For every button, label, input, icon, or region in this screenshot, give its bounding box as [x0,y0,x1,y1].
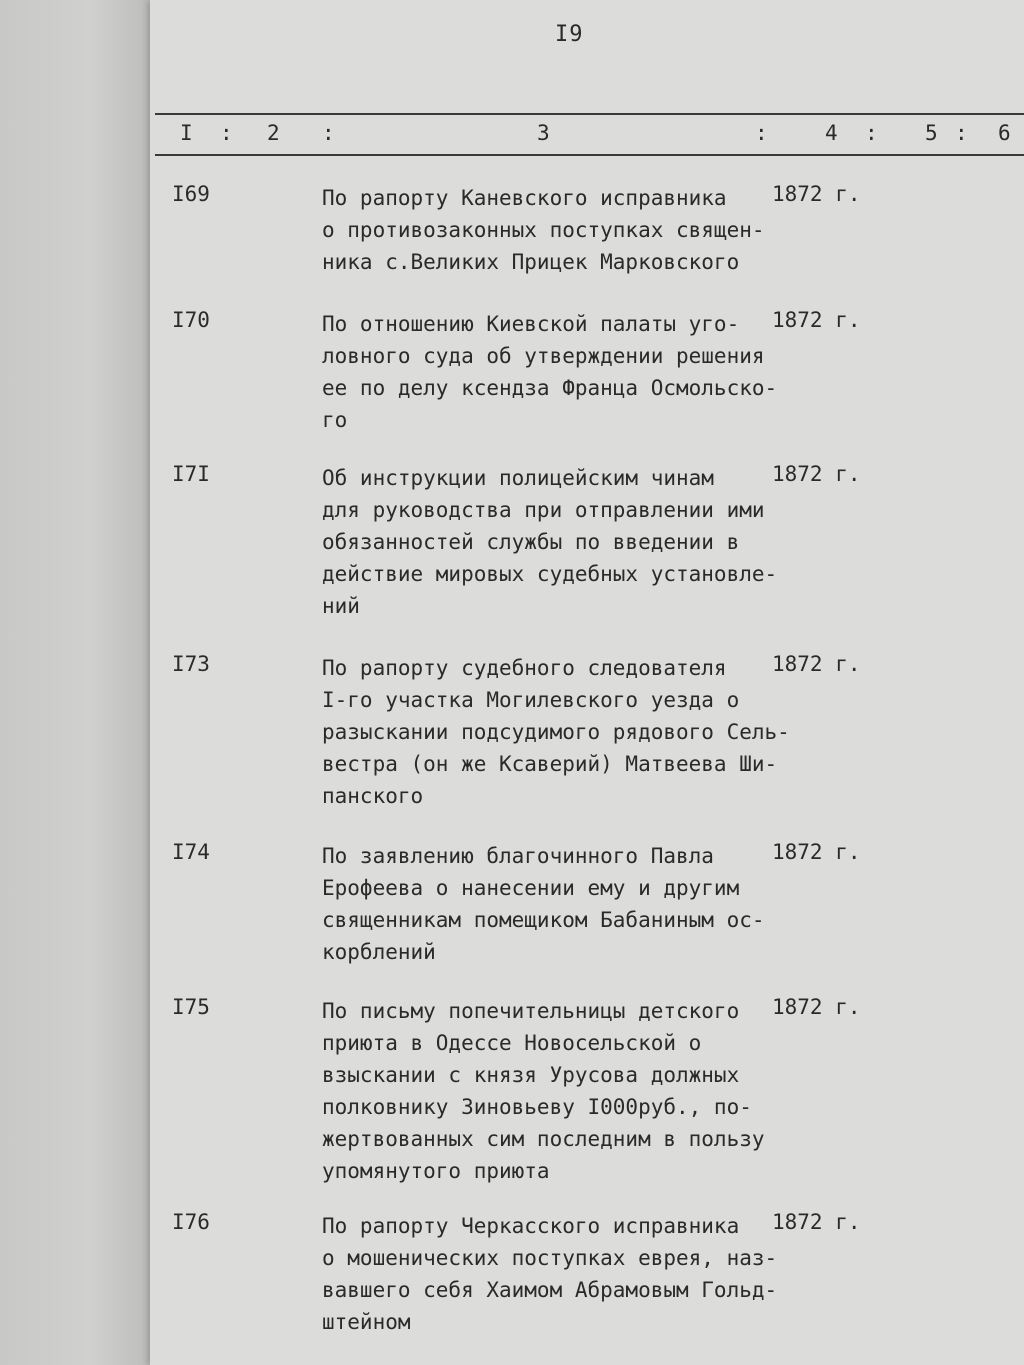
column-header-4: 4 [825,121,838,145]
column-header-1: I [180,121,193,145]
description-line: корблений [322,940,436,964]
row-number: I75 [172,995,210,1019]
description-line: ее по делу ксендза Франца Осмольско- [322,376,778,400]
description-line: действие мировых судебных установле- [322,562,778,586]
description-line: Ерофеева о нанесении ему и другим [322,876,740,900]
document-page [150,0,1024,1365]
description-line: ний [322,594,360,618]
description-line: вестра (он же Ксаверий) Матвеева Ши- [322,752,778,776]
column-header-3: 3 [537,121,550,145]
row-year: 1872 г. [772,1210,861,1234]
description-line: панского [322,784,424,808]
description-line: упомянутого приюта [322,1159,550,1183]
description-line: По рапорту Черкасского исправника [322,1214,740,1238]
row-year: 1872 г. [772,462,861,486]
description-line: штейном [322,1310,411,1334]
row-number: I70 [172,308,210,332]
adjacent-page-edge [0,0,150,1365]
row-description [322,652,790,812]
row-description [322,462,778,622]
column-header-5: 5 [925,121,938,145]
description-line: ника с.Великих Прицек Марковского [322,250,740,274]
description-line: полковнику Зиновьеву I000руб., по- [322,1095,752,1119]
row-description [322,840,772,968]
description-line: разыскании подсудимого рядового Сель- [322,720,790,744]
description-line: По заявлению благочинного Павла [322,844,714,868]
column-separator: : [955,121,968,145]
description-line: По письму попечительницы детского [322,999,740,1023]
row-year: 1872 г. [772,995,861,1019]
row-number: I74 [172,840,210,864]
row-description [322,1210,778,1338]
description-line: По рапорту судебного следователя [322,656,727,680]
column-separator: : [755,121,768,145]
description-line: I-го участка Могилевского уезда о [322,688,740,712]
description-line: для руководства при отправлении ими [322,498,765,522]
row-number: I7I [172,462,210,486]
row-year: 1872 г. [772,182,861,206]
description-line: По рапорту Каневского исправника [322,186,727,210]
description-line: ловного суда об утверждении решения [322,344,765,368]
row-description [322,308,778,436]
row-number: I76 [172,1210,210,1234]
page-number: I9 [555,22,584,47]
description-line: священникам помещиком Бабаниным ос- [322,908,765,932]
row-description [322,995,772,1187]
column-header-2: 2 [267,121,280,145]
description-line: го [322,408,348,432]
column-separator: : [220,121,233,145]
description-line: приюта в Одессе Новосельской о [322,1031,702,1055]
description-line: взыскании с князя Урусова должных [322,1063,740,1087]
description-line: о противозаконных поступках священ- [322,218,765,242]
description-line: По отношению Киевской палаты уго- [322,312,740,336]
column-separator: : [865,121,878,145]
row-year: 1872 г. [772,840,861,864]
description-line: о мошенических поступках еврея, наз- [322,1246,778,1270]
row-number: I73 [172,652,210,676]
description-line: вавшего себя Хаимом Абрамовым Гольд- [322,1278,778,1302]
row-year: 1872 г. [772,652,861,676]
description-line: обязанностей службы по введении в [322,530,740,554]
description-line: жертвованных сим последним в пользу [322,1127,765,1151]
description-line: Об инструкции полицейским чинам [322,466,714,490]
column-separator: : [322,121,335,145]
column-header-6: 6 [998,121,1011,145]
row-description [322,182,772,278]
row-number: I69 [172,182,210,206]
row-year: 1872 г. [772,308,861,332]
header-top-rule [155,113,1024,115]
header-bottom-rule [155,154,1024,156]
